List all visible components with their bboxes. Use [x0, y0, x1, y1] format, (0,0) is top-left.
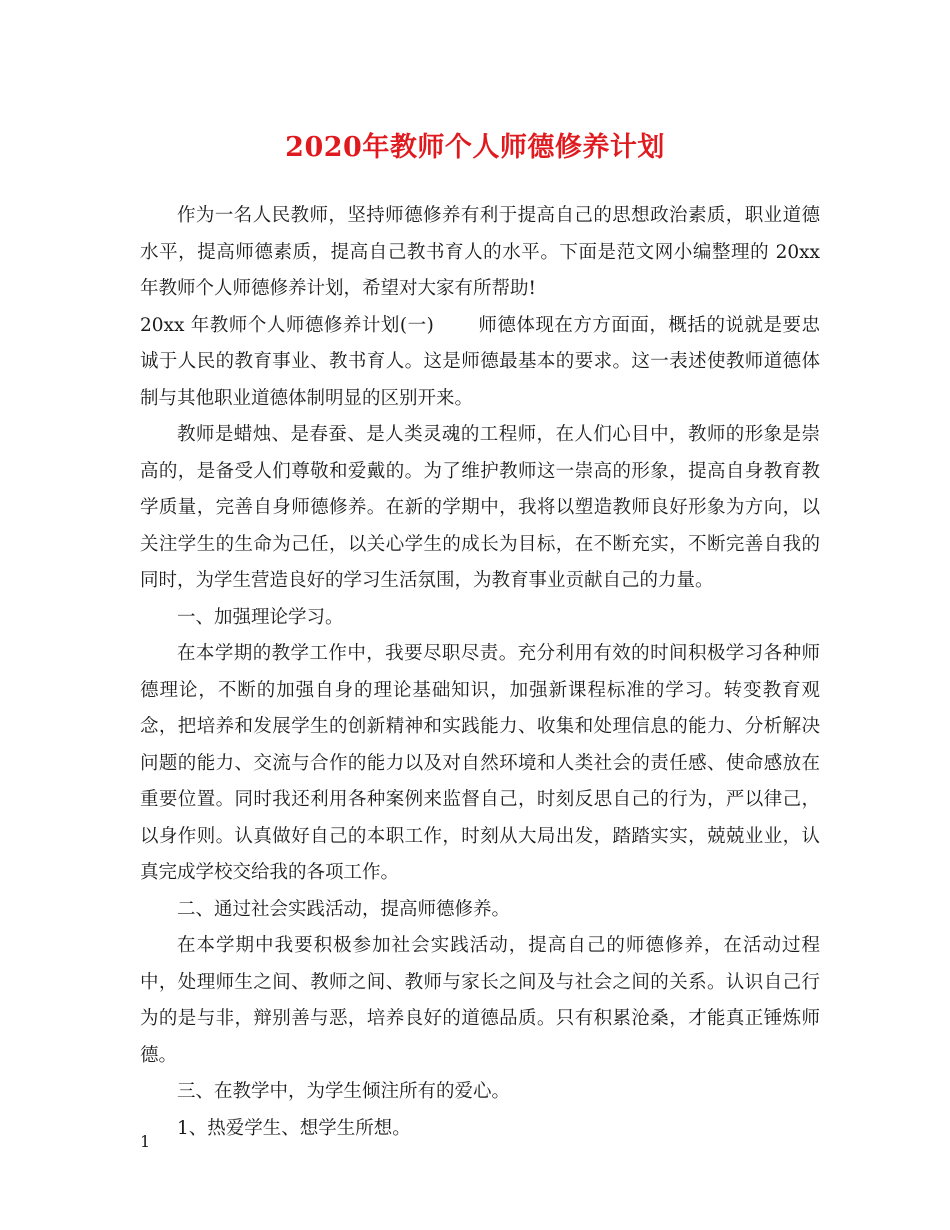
body-paragraph-3: 在本学期中我要积极参加社会实践活动，提高自己的师德修养，在活动过程中，处理师生之间、教师之间、教师与家长之间及与社会之间的关系。认识自己行为的是与非，辩别善与恶，培养良好的道德品质。只有积累沧桑，才能真正锤炼师德。: [140, 935, 820, 1066]
section-heading: 20xx 年教师个人师德修养计划(一): [140, 314, 434, 336]
sub-item-1: 1、热爱学生、想学生所想。: [177, 1117, 411, 1139]
document-title: 2020年教师个人师德修养计划: [285, 132, 665, 163]
intro-paragraph: 作为一名人民教师，坚持师德修养有利于提高自己的思想政治素质，职业道德水平，提高师德素质，提高自己教书育人的水平。下面是范文网小编整理的 20xx 年教师个人师德修养计划，希望对大家有所帮助!: [140, 205, 820, 299]
document-body: [140, 198, 820, 1147]
heading-item-2: 二、通过社会实践活动，提高师德修养。: [177, 898, 511, 920]
body-paragraph-1: 教师是蜡烛、是春蚕、是人类灵魂的工程师，在人们心目中，教师的形象是崇高的，是备受人们尊敬和爱戴的。为了维护教师这一崇高的形象，提高自身教育教学质量，完善自身师德修养。在新的学期中，我将以塑造教师良好形象为方向，以关注学生的生命为己任，以关心学生的成长为目标，在不断充实，不断完善自我的同时，为学生营造良好的学习生活氛围，为教育事业贡献自己的力量。: [140, 424, 820, 591]
body-paragraph-2: 在本学期的教学工作中，我要尽职尽责。充分利用有效的时间积极学习各种师德理论，不断的加强自身的理论基础知识，加强新课程标准的学习。转变教育观念，把培养和发展学生的创新精神和实践能力、收集和处理信息的能力、分析解决问题的能力、交流与合作的能力以及对自然环境和人类社会的责任感、使命感放在重要位置。同时我还利用各种案例来监督自己，时刻反思自己的行为，严以律己，以身作则。认真做好自己的本职工作，时刻从大局出发，踏踏实实，兢兢业业，认真完成学校交给我的各项工作。: [140, 643, 820, 883]
heading-item-3: 三、在教学中，为学生倾注所有的爱心。: [177, 1081, 511, 1102]
section-first-text: 师德体现在方方面面，概括的说就是要忠诚于人民的教育事业、教书育人。这是师德最基本的要求。这一表述使教师道德体制与其他职业道德体制明显的区别开来。: [140, 314, 820, 409]
section-paragraph: [140, 308, 820, 418]
page-number: 1: [140, 1132, 151, 1151]
heading-item-1: 一、加强理论学习。: [177, 606, 344, 628]
